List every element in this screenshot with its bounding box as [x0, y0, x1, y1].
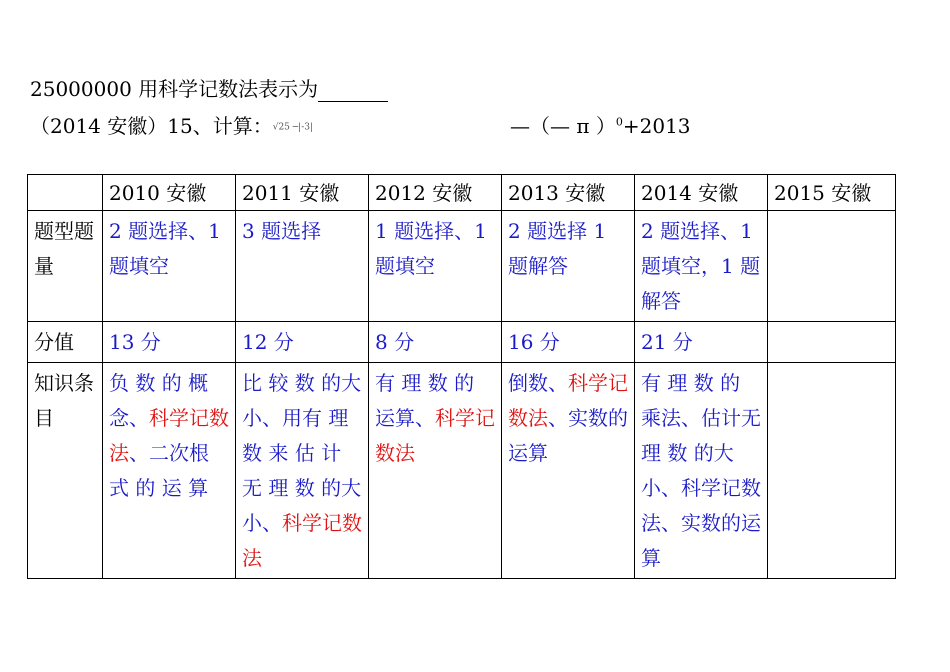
header-cell: 2013 安徽	[502, 175, 635, 211]
question-2-tail	[510, 110, 691, 139]
table-cell: 12 分	[236, 322, 369, 363]
table-cell: 3 题选择	[236, 211, 369, 322]
header-cell: 2014 安徽	[635, 175, 768, 211]
table-cell	[502, 363, 635, 579]
table-cell	[768, 322, 896, 363]
row-label: 题型题量	[28, 211, 103, 322]
table-cell: 16 分	[502, 322, 635, 363]
row-label: 知识条目	[28, 363, 103, 579]
text-run: 、二次根 式 的 运 算	[109, 441, 209, 500]
table-row	[28, 322, 896, 363]
question-2	[30, 110, 313, 139]
table-cell: 2 题选择、1 题填空，1 题解答	[635, 211, 768, 322]
table-cell: 2 题选择、1 题填空	[103, 211, 236, 322]
text-run: 负 数 的 概 念、	[109, 371, 209, 430]
header-cell: 2015 安徽	[768, 175, 896, 211]
question-2-suffix-b: +2013	[622, 114, 691, 138]
text-run: 、实数的运算	[508, 406, 628, 465]
question-1	[30, 73, 388, 102]
question-2-prefix: （2014 安徽）15、计算：	[30, 114, 273, 138]
header-cell: 2011 安徽	[236, 175, 369, 211]
table-row	[28, 363, 896, 579]
highlight-text: 科学记数法	[109, 406, 229, 465]
question-1-text: 25000000 用科学记数法表示为	[30, 77, 319, 101]
text-run: 有 理 数 的 乘法、估计无 理 数 的大小、科学记数法、实数的运算	[641, 371, 761, 570]
exponent-zero: 0	[615, 115, 623, 129]
anhui-exam-table	[27, 174, 896, 579]
table-cell: 1 题选择、1 题填空	[369, 211, 502, 322]
table-cell: 2 题选择 1 题解答	[502, 211, 635, 322]
table-header-row	[28, 175, 896, 211]
table-cell	[236, 363, 369, 579]
question-2-suffix-a: —（— π ）	[510, 114, 616, 138]
formula-image: √25 ─|-3|	[272, 122, 314, 133]
table-cell: 21 分	[635, 322, 768, 363]
table-cell	[103, 363, 236, 579]
header-cell: 2010 安徽	[103, 175, 236, 211]
text-run: 比 较 数 的大小、用有 理 数 来 估 计 无 理 数 的大小、	[242, 371, 362, 535]
header-cell	[28, 175, 103, 211]
table-row	[28, 211, 896, 322]
highlight-text: 科学记数法	[508, 371, 628, 430]
table-cell: 8 分	[369, 322, 502, 363]
answer-blank[interactable]	[318, 83, 388, 102]
table-cell: 13 分	[103, 322, 236, 363]
table-cell	[635, 363, 768, 579]
highlight-text: 科学记数法	[242, 511, 362, 570]
highlight-text: 科学记数法	[375, 406, 495, 465]
text-run: 倒数、	[508, 371, 568, 395]
table-cell	[369, 363, 502, 579]
text-run: 有 理 数 的 运算、	[375, 371, 475, 430]
table-cell	[768, 211, 896, 322]
row-label: 分值	[28, 322, 103, 363]
header-cell: 2012 安徽	[369, 175, 502, 211]
table-cell	[768, 363, 896, 579]
